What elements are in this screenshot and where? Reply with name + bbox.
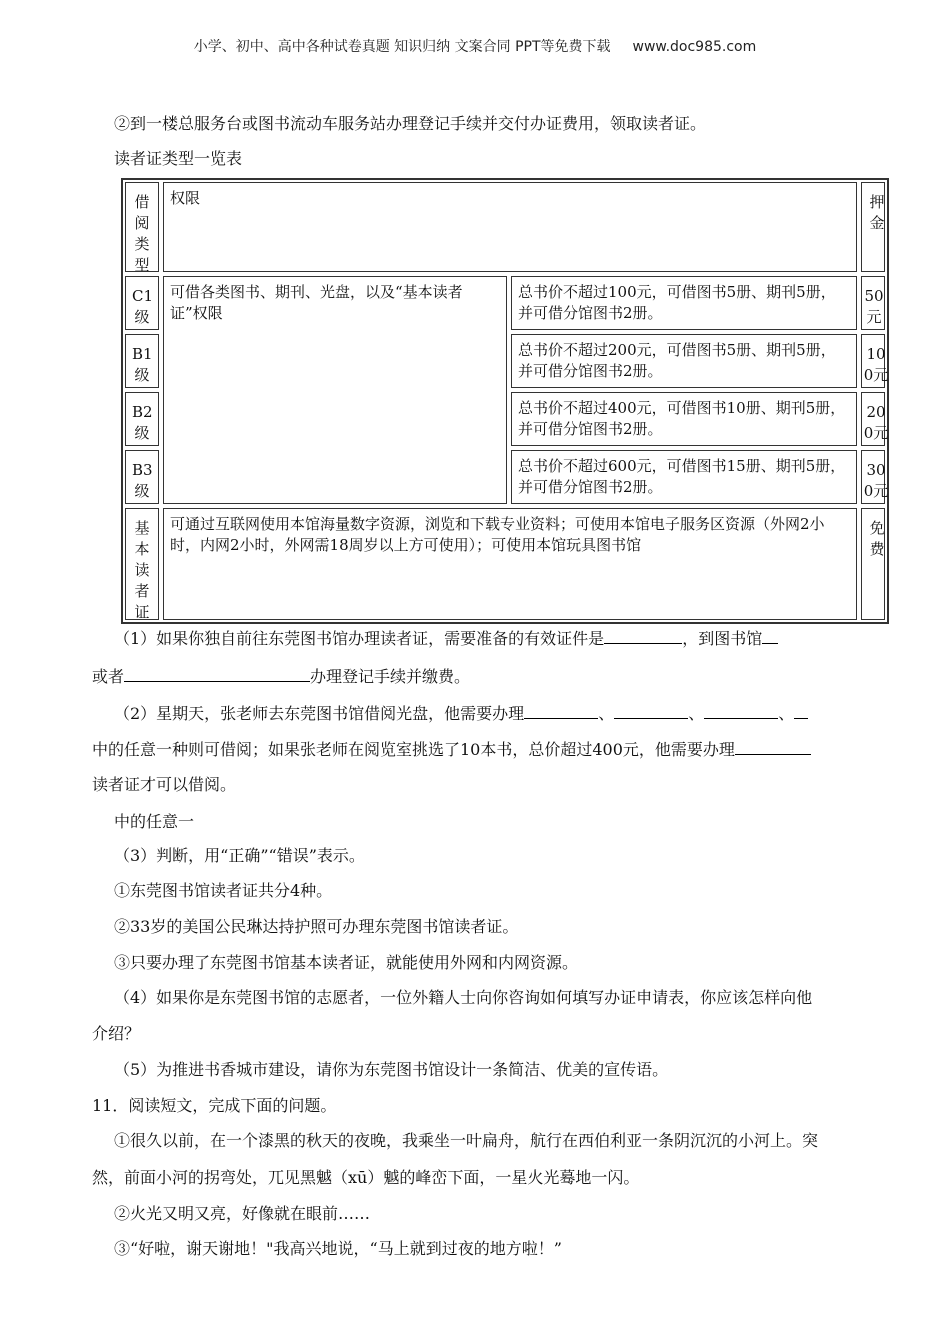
- question-4-line1: （4）如果你是东莞图书馆的志愿者，一位外籍人士向你咨询如何填写办证申请表，你应该怎样向他: [114, 988, 813, 1007]
- row-deposit-cell: [861, 276, 885, 330]
- q2-sep: 、: [598, 704, 615, 723]
- reader-card-table: [121, 178, 889, 624]
- answer-blank[interactable]: [735, 738, 811, 755]
- head-type: 借阅类型: [134, 193, 150, 274]
- page-header: [0, 36, 950, 56]
- row-rule-cell: [511, 276, 857, 330]
- head-deposit: 押金: [869, 193, 885, 232]
- header-url[interactable]: www.doc985.com: [632, 39, 757, 55]
- row-deposit: 200元: [863, 403, 889, 442]
- q1-text-b: ，到图书馆: [682, 629, 763, 648]
- row-rule: 总书价不超过400元，可借图书10册、期刊5册，并可借分馆图书2册。: [518, 399, 846, 438]
- q1-text-a: （1）如果你独自前往东莞图书馆办理读者证，需要准备的有效证件是: [114, 629, 605, 648]
- row-type: B2级: [132, 403, 153, 442]
- header-site-text: 小学、初中、高中各种试卷真题 知识归纳 文案合同 PPT等免费下载: [193, 39, 611, 55]
- row-type: C1级: [132, 287, 154, 326]
- answer-blank[interactable]: [762, 627, 778, 644]
- row-type: B1级: [132, 345, 153, 384]
- answer-blank[interactable]: [794, 702, 808, 719]
- row-rule: 总书价不超过600元，可借图书15册、期刊5册，并可借分馆图书2册。: [518, 457, 846, 496]
- answer-blank[interactable]: [604, 627, 682, 644]
- head-rights-cell: [163, 182, 857, 272]
- intro-line: ②到一楼总服务台或图书流动车服务站办理登记手续并交付办证费用，领取读者证。: [114, 114, 707, 133]
- basic-rights: 可通过互联网使用本馆海量数字资源，浏览和下载专业资料；可使用本馆电子服务区资源（外网2小时，内网2小时，外网需18周岁以上方可使用）；可使用本馆玩具图书馆: [170, 515, 825, 554]
- q2-text-b: 中的任意一种则可借阅；如果张老师在阅览室挑选了10本书，总价超过400元，他需要办理: [92, 740, 735, 759]
- question-2-line1: [114, 702, 808, 725]
- answer-blank[interactable]: [704, 702, 778, 719]
- row-rule-cell: [511, 334, 857, 388]
- row-deposit-cell: [861, 334, 889, 388]
- question-2-line4: 中的任意一: [114, 812, 195, 831]
- question-2-line3: 读者证才可以借阅。: [92, 775, 237, 794]
- basic-type: 基本读者证: [134, 519, 150, 621]
- row-deposit-cell: [861, 450, 889, 504]
- q11-para-3: ③“好啦，谢天谢地！"我高兴地说，“马上就到过夜的地方啦！”: [114, 1239, 562, 1258]
- question-3-item-2: ②33岁的美国公民琳达持护照可办理东莞图书馆读者证。: [114, 917, 519, 936]
- basic-deposit: 免费: [869, 519, 885, 558]
- q2-text-a: （2）星期天，张老师去东莞图书馆借阅光盘，他需要办理: [114, 704, 525, 723]
- question-1-line1: [114, 627, 778, 650]
- head-type-cell: [125, 182, 159, 272]
- q11-para-2: ②火光又明又亮，好像就在眼前……: [114, 1204, 371, 1223]
- shared-rights: 可借各类图书、期刊、光盘，以及“基本读者证”权限: [170, 283, 463, 322]
- row-rule-cell: [511, 392, 857, 446]
- answer-blank[interactable]: [124, 665, 310, 682]
- q11-title: 11．阅读短文，完成下面的问题。: [92, 1096, 337, 1115]
- row-type-cell: [125, 392, 159, 446]
- question-3-item-3: ③只要办理了东莞图书馆基本读者证，就能使用外网和内网资源。: [114, 953, 579, 972]
- row-type-cell: [125, 450, 159, 504]
- row-type: B3级: [132, 461, 153, 500]
- row-rule-cell: [511, 450, 857, 504]
- q1-text-c: 或者: [92, 667, 125, 686]
- row-rule: 总书价不超过200元，可借图书5册、期刊5册，并可借分馆图书2册。: [518, 341, 836, 380]
- row-deposit: 100元: [863, 345, 889, 384]
- row-deposit: 300元: [863, 461, 889, 500]
- head-deposit-cell: [861, 182, 885, 272]
- q2-sep: 、: [778, 704, 795, 723]
- row-deposit-cell: [861, 392, 889, 446]
- q2-sep: 、: [688, 704, 705, 723]
- row-rule: 总书价不超过100元，可借图书5册、期刊5册，并可借分馆图书2册。: [518, 283, 836, 322]
- q11-para-1a: ①很久以前，在一个漆黑的秋天的夜晚，我乘坐一叶扁舟，航行在西伯利亚一条阴沉沉的小河上。突: [114, 1131, 819, 1150]
- question-3: （3）判断，用“正确”“错误”表示。: [114, 846, 365, 865]
- question-2-line2: [92, 738, 811, 761]
- basic-rights-cell: [163, 508, 857, 620]
- question-3-item-1: ①东莞图书馆读者证共分4种。: [114, 881, 333, 900]
- basic-deposit-cell: [861, 508, 885, 620]
- question-1-line2: [92, 665, 470, 688]
- row-type-cell: [125, 334, 159, 388]
- table-title: 读者证类型一览表: [114, 149, 243, 168]
- q11-para-1b: 然，前面小河的拐弯处，兀见黑魆（xū）魆的峰峦下面，一星火光蓦地一闪。: [92, 1168, 640, 1187]
- row-deposit: 50元: [864, 287, 884, 326]
- answer-blank[interactable]: [614, 702, 688, 719]
- row-type-cell: [125, 276, 159, 330]
- question-5: （5）为推进书香城市建设，请你为东莞图书馆设计一条简洁、优美的宣传语。: [114, 1060, 669, 1079]
- basic-type-cell: [125, 508, 159, 620]
- shared-rights-cell: [163, 276, 507, 504]
- q1-text-d: 办理登记手续并缴费。: [310, 667, 471, 686]
- question-4-line2: 介绍？: [92, 1024, 141, 1043]
- head-rights: 权限: [170, 189, 201, 207]
- answer-blank[interactable]: [524, 702, 598, 719]
